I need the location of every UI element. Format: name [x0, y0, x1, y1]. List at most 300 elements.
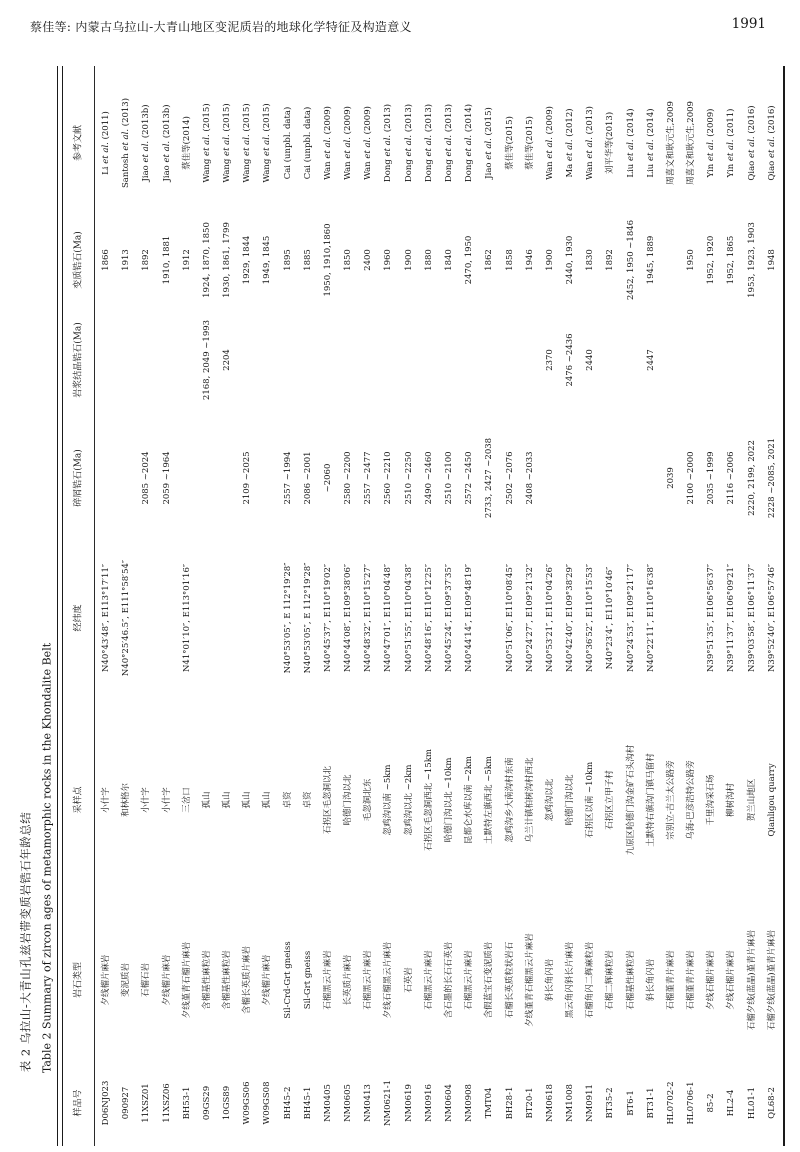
- cell-reference: [742, 66, 762, 220]
- cell-id: [116, 1060, 136, 1146]
- cell-metamorphic-text: 1946: [524, 249, 535, 271]
- cell-detrital: [681, 420, 701, 535]
- cell-location-text: 土默特右旗沟门镇马留村: [645, 753, 656, 847]
- cell-metamorphic-text: 1929, 1844: [242, 235, 253, 285]
- cell-metamorphic: [278, 220, 298, 300]
- cell-id-text: 090927: [121, 1086, 131, 1120]
- cell-location: [701, 700, 721, 900]
- cell-rock_type-text: 黑云角闪斜长片麻岩: [564, 941, 575, 1019]
- column-header-metamorphic-label: 变质锆石(Ma): [73, 231, 83, 289]
- cell-reference: [580, 66, 600, 220]
- cell-location: [499, 700, 519, 900]
- cell-location-text: 柳树沟村: [726, 782, 737, 818]
- cell-rock_type-text: 变泥质岩: [121, 962, 131, 998]
- cell-coordinates: [620, 535, 640, 700]
- cell-reference: [701, 66, 721, 220]
- cell-rock_type: [298, 900, 318, 1060]
- cell-metamorphic-text: 1950, 1910,1860: [322, 223, 333, 297]
- cell-reference-text: Liu et al. (2014): [625, 108, 636, 178]
- cell-coordinates: [560, 535, 580, 700]
- cell-location-text: 忽鸡沟以南 ~5km: [383, 764, 394, 836]
- cell-location: [540, 700, 560, 900]
- cell-detrital: [439, 420, 459, 535]
- column-header-magmatic-label: 岩浆结晶锆石(Ma): [73, 322, 83, 398]
- cell-magmatic: [157, 300, 177, 420]
- cell-reference-text: Dong et al. (2013): [423, 103, 434, 183]
- sample-strip-NM0621-1: [378, 66, 398, 1146]
- cell-reference: [136, 66, 156, 220]
- cell-coordinates: [419, 535, 439, 700]
- column-header-reference-label: 参考文献: [73, 124, 83, 162]
- cell-id: [701, 1060, 721, 1146]
- cell-rock_type: [580, 900, 600, 1060]
- sample-strip-09GS29: [197, 66, 217, 1146]
- cell-location: [479, 700, 499, 900]
- cell-magmatic: [560, 300, 580, 420]
- sample-strip-NM0618: [540, 66, 560, 1146]
- cell-id-text: HL0702-2: [665, 1081, 676, 1125]
- cell-rock_type: [116, 900, 136, 1060]
- cell-detrital: [701, 420, 721, 535]
- cell-reference-text: 蔡佳等(2015): [524, 116, 535, 170]
- cell-location: [197, 700, 217, 900]
- cell-id-text: BH45-2: [282, 1086, 293, 1120]
- sample-strip-NM0619: [399, 66, 419, 1146]
- cell-coordinates-text: N40°23′4″, E110°10′46″: [605, 566, 616, 669]
- cell-rock_type: [419, 900, 439, 1060]
- cell-magmatic-text: 2476 ~2436: [564, 333, 575, 387]
- cell-reference-text: Yin et al. (2009): [705, 108, 716, 178]
- cell-reference-text: Dong et al. (2013): [443, 103, 454, 183]
- cell-coordinates-text: N39°03′58″, E106°11′37″: [746, 563, 757, 672]
- cell-rock_type-text: 石榴黑云片麻岩: [322, 950, 333, 1010]
- cell-reference: [540, 66, 560, 220]
- cell-reference: [96, 66, 116, 220]
- cell-detrital: [580, 420, 600, 535]
- cell-reference-text: 蔡佳等(2014): [181, 116, 192, 170]
- cell-rock_type: [157, 900, 177, 1060]
- sample-strip-11XSZ06: [157, 66, 177, 1146]
- cell-location: [742, 700, 762, 900]
- cell-detrital: [96, 420, 116, 535]
- cell-location: [721, 700, 741, 900]
- cell-rock_type-text: 斜长角闪岩: [544, 958, 555, 1002]
- cell-detrital: [177, 420, 197, 535]
- cell-detrital: [257, 420, 277, 535]
- cell-id: [399, 1060, 419, 1146]
- cell-rock_type: [237, 900, 257, 1060]
- cell-location-text: 小什字: [100, 787, 111, 813]
- cell-location-text: 乌兰计镇柏树沟村西北: [524, 757, 535, 843]
- cell-metamorphic: [358, 220, 378, 300]
- cell-detrital: [499, 420, 519, 535]
- cell-coordinates: [358, 535, 378, 700]
- column-header-coordinates-label: 经纬度: [73, 603, 83, 632]
- cell-reference: [338, 66, 358, 220]
- cell-location: [358, 700, 378, 900]
- cell-reference: [378, 66, 398, 220]
- cell-detrital: [378, 420, 398, 535]
- cell-rock_type: [721, 900, 741, 1060]
- cell-reference-text: Wan et al. (2013): [584, 106, 595, 180]
- cell-location-text: 贺兰山地区: [746, 778, 757, 822]
- cell-location: [681, 700, 701, 900]
- cell-rock_type-text: 石榴堇青片麻岩: [685, 950, 696, 1010]
- cell-metamorphic: [217, 220, 237, 300]
- sample-strip-NM0604: [439, 66, 459, 1146]
- column-header-coordinates: [63, 535, 94, 700]
- cell-reference-text: Jiao et al. (2013b): [141, 104, 152, 182]
- cell-magmatic: [116, 300, 136, 420]
- cell-rock_type-text: 斜长角闪岩: [645, 958, 656, 1002]
- cell-id: [641, 1060, 661, 1146]
- cell-coordinates: [399, 535, 419, 700]
- cell-rock_type-text: Sil-Crd-Grt gneiss: [282, 941, 293, 1019]
- cell-rock_type: [701, 900, 721, 1060]
- cell-detrital-text: 2116 ~2006: [726, 450, 737, 505]
- cell-coordinates-text: N39°51′35″, E106°56′37″: [705, 563, 716, 672]
- cell-rock_type-text: 石榴黑云片麻岩: [363, 950, 374, 1010]
- cell-reference-text: 刘平华等(2013): [605, 111, 616, 175]
- cell-reference-text: Ma et al. (2012): [564, 108, 575, 178]
- cell-magmatic: [318, 300, 338, 420]
- table-top-rule-outer: [57, 66, 58, 1146]
- cell-id: [459, 1060, 479, 1146]
- cell-id-text: D06NJ023: [100, 1080, 111, 1126]
- cell-id-text: W09GS08: [262, 1081, 273, 1125]
- cell-detrital: [116, 420, 136, 535]
- cell-reference: [620, 66, 640, 220]
- cell-location: [338, 700, 358, 900]
- cell-detrital-text: 2572 ~2450: [463, 450, 474, 505]
- cell-detrital-text: 2502 ~2076: [504, 450, 515, 505]
- table-header-rule: [94, 66, 95, 1146]
- cell-location: [318, 700, 338, 900]
- cell-reference: [681, 66, 701, 220]
- cell-metamorphic-text: 1900: [544, 249, 555, 271]
- sample-strip-NM0916: [419, 66, 439, 1146]
- cell-reference-text: Yin et al. (2011): [726, 108, 737, 178]
- column-header-rock_type: [63, 900, 94, 1060]
- cell-id: [600, 1060, 620, 1146]
- cell-metamorphic: [641, 220, 661, 300]
- cell-metamorphic-text: 1885: [302, 249, 313, 271]
- cell-coordinates: [459, 535, 479, 700]
- cell-id-text: HL01-1: [746, 1086, 757, 1120]
- cell-id: [661, 1060, 681, 1146]
- cell-id-text: 09GS29: [201, 1085, 212, 1121]
- sample-strip-HL01-1: [742, 66, 762, 1146]
- cell-detrital-text: 2086 ~2001: [302, 450, 313, 505]
- cell-magmatic: [540, 300, 560, 420]
- cell-detrital: [520, 420, 540, 535]
- cell-id: [237, 1060, 257, 1146]
- cell-coordinates: [580, 535, 600, 700]
- table-caption-en-text: Table 2 Summary of zircon ages of metamorphic rocks in the Khondalite Belt: [40, 642, 54, 1074]
- cell-metamorphic-text: 1950: [685, 249, 696, 271]
- cell-rock_type-text: 含假蓝宝石变泥质岩: [484, 941, 495, 1019]
- cell-metamorphic: [96, 220, 116, 300]
- cell-coordinates-text: N40°47′01″, E110°04′48″: [383, 563, 394, 672]
- cell-rock_type: [358, 900, 378, 1060]
- cell-magmatic: [600, 300, 620, 420]
- cell-location: [560, 700, 580, 900]
- cell-metamorphic: [721, 220, 741, 300]
- cell-coordinates: [499, 535, 519, 700]
- cell-reference: [439, 66, 459, 220]
- cell-location: [136, 700, 156, 900]
- cell-location-text: 卓资: [302, 791, 313, 809]
- cell-id-text: QL68-2: [766, 1087, 777, 1119]
- cell-rock_type: [661, 900, 681, 1060]
- cell-coordinates: [136, 535, 156, 700]
- cell-id: [580, 1060, 600, 1146]
- cell-magmatic: [257, 300, 277, 420]
- cell-id: [177, 1060, 197, 1146]
- sample-strip-D06NJ023: [96, 66, 116, 1146]
- cell-reference: [641, 66, 661, 220]
- cell-rock_type: [499, 900, 519, 1060]
- cell-detrital-text: 2560 ~2210: [383, 450, 394, 505]
- cell-location-text: 孤山: [221, 791, 232, 809]
- cell-id: [136, 1060, 156, 1146]
- cell-location: [399, 700, 419, 900]
- cell-location-text: 毛忽洞北东: [363, 778, 374, 822]
- cell-metamorphic-text: 1953, 1923, 1903: [746, 222, 757, 298]
- cell-location: [459, 700, 479, 900]
- cell-metamorphic: [459, 220, 479, 300]
- cell-coordinates: [278, 535, 298, 700]
- cell-location: [580, 700, 600, 900]
- cell-id: [681, 1060, 701, 1146]
- cell-magmatic: [177, 300, 197, 420]
- cell-rock_type-text: 石榴石岩: [141, 962, 152, 998]
- cell-reference-text: Wang et al. (2015): [262, 103, 273, 183]
- cell-magmatic: [762, 300, 782, 420]
- cell-metamorphic: [681, 220, 701, 300]
- cell-location-text: 和林格尔: [121, 782, 131, 818]
- cell-rock_type: [641, 900, 661, 1060]
- cell-detrital-text: 2510 ~2100: [443, 450, 454, 505]
- cell-reference-text: Wan et al. (2009): [363, 106, 374, 180]
- cell-detrital-text: 2557 ~2477: [363, 450, 374, 505]
- cell-detrital: [298, 420, 318, 535]
- sample-strip-BT6-1: [620, 66, 640, 1146]
- cell-location: [378, 700, 398, 900]
- cell-rock_type: [439, 900, 459, 1060]
- cell-location-text: 孤山: [262, 791, 273, 809]
- cell-id: [197, 1060, 217, 1146]
- sample-strip-NM0605: [338, 66, 358, 1146]
- cell-rock_type-text: 石榴黑云片麻岩: [423, 950, 434, 1010]
- cell-id-text: BH28-1: [504, 1086, 515, 1120]
- cell-reference: [762, 66, 782, 220]
- cell-rock_type-text: 石榴黑云片麻岩: [463, 950, 474, 1010]
- cell-id: [520, 1060, 540, 1146]
- cell-location: [419, 700, 439, 900]
- cell-reference-text: 蔡佳等(2015): [504, 116, 515, 170]
- cell-detrital: [479, 420, 499, 535]
- cell-metamorphic-text: 1948: [766, 249, 777, 271]
- cell-magmatic-text: 2370: [544, 349, 555, 371]
- cell-coordinates: [257, 535, 277, 700]
- cell-id: [439, 1060, 459, 1146]
- cell-detrital-text: 2059 ~1964: [161, 450, 172, 505]
- cell-detrital-text: 2085 ~2024: [141, 450, 152, 505]
- cell-coordinates-text: N40°53′05″, E 112°19′28″: [302, 562, 313, 673]
- cell-coordinates-text: N39°52′40″, E106°57′46″: [766, 563, 777, 672]
- cell-reference: [600, 66, 620, 220]
- cell-location-text: 昆都仑水库以南 ~2km: [463, 756, 474, 844]
- cell-location-text: 忽鸡沟以北 ~2km: [403, 764, 414, 836]
- cell-coordinates-text: N40°22′11″, E110°16′38″: [645, 563, 656, 672]
- cell-reference-text: Dong et al. (2013): [383, 103, 394, 183]
- cell-coordinates-text: N40°24′53″, E109°21′17″: [625, 563, 636, 672]
- cell-magmatic: [217, 300, 237, 420]
- cell-magmatic: [197, 300, 217, 420]
- cell-reference-text: Li et al. (2011): [100, 111, 111, 175]
- cell-metamorphic-text: 1949, 1845: [262, 235, 273, 285]
- cell-metamorphic: [399, 220, 419, 300]
- cell-rock_type-text: 长英质片麻岩: [342, 954, 353, 1006]
- cell-reference: [197, 66, 217, 220]
- cell-rock_type-text: 含榴长英质片麻岩: [242, 945, 253, 1015]
- cell-location: [278, 700, 298, 900]
- sample-strip-090927: [116, 66, 136, 1146]
- cell-location-text: 哈德门沟以北: [342, 774, 353, 826]
- cell-location-text: 孤山: [201, 791, 212, 809]
- cell-reference: [479, 66, 499, 220]
- cell-magmatic-text: 2440: [584, 349, 595, 371]
- cell-coordinates: [520, 535, 540, 700]
- cell-detrital: [157, 420, 177, 535]
- cell-id-text: NM1008: [564, 1084, 575, 1122]
- cell-reference-text: 周喜文和耿元生,2009: [685, 101, 696, 185]
- cell-rock_type: [318, 900, 338, 1060]
- cell-location: [96, 700, 116, 900]
- cell-metamorphic-text: 1858: [504, 249, 515, 271]
- cell-magmatic: [358, 300, 378, 420]
- cell-location: [762, 700, 782, 900]
- cell-detrital: [560, 420, 580, 535]
- cell-magmatic: [721, 300, 741, 420]
- cell-coordinates: [378, 535, 398, 700]
- sample-strip-85-2: [701, 66, 721, 1146]
- cell-reference: [499, 66, 519, 220]
- sample-strip-NM0413: [358, 66, 378, 1146]
- cell-reference: [661, 66, 681, 220]
- cell-metamorphic: [197, 220, 217, 300]
- cell-id-text: 10GS89: [221, 1085, 232, 1121]
- sample-strip-QL68-2: [762, 66, 782, 1146]
- cell-location: [439, 700, 459, 900]
- cell-detrital-text: 2039: [665, 466, 676, 489]
- cell-metamorphic: [177, 220, 197, 300]
- cell-detrital: [237, 420, 257, 535]
- cell-rock_type: [600, 900, 620, 1060]
- cell-metamorphic: [620, 220, 640, 300]
- cell-rock_type-text: 夕线石榴黑云片麻岩: [383, 941, 394, 1019]
- cell-id: [762, 1060, 782, 1146]
- column-header-location-label: 采样点: [73, 786, 83, 814]
- cell-reference-text: Wang et al. (2015): [221, 103, 232, 183]
- cell-reference: [278, 66, 298, 220]
- column-header-location: [63, 700, 94, 900]
- cell-reference: [217, 66, 237, 220]
- cell-coordinates-text: N40°36′52″, E110°15′53″: [584, 563, 595, 672]
- cell-id-text: W09GS06: [242, 1081, 253, 1125]
- cell-coordinates: [701, 535, 721, 700]
- cell-metamorphic-text: 1912: [181, 249, 192, 271]
- cell-metamorphic: [237, 220, 257, 300]
- cell-reference: [237, 66, 257, 220]
- cell-coordinates: [540, 535, 560, 700]
- cell-location: [177, 700, 197, 900]
- cell-coordinates-text: N41°01′10″, E113°01′16″: [181, 563, 192, 672]
- cell-rock_type-text: 夕线榴片麻岩: [262, 954, 273, 1006]
- cell-magmatic: [439, 300, 459, 420]
- cell-coordinates: [96, 535, 116, 700]
- cell-coordinates: [439, 535, 459, 700]
- cell-reference: [257, 66, 277, 220]
- cell-rock_type-text: 石榴二辉麻粒岩: [605, 950, 616, 1010]
- cell-metamorphic-text: 1924, 1870, 1850: [201, 222, 212, 298]
- cell-id-text: BH45-1: [302, 1086, 313, 1120]
- cell-metamorphic-text: 1840: [443, 249, 454, 271]
- cell-coordinates: [298, 535, 318, 700]
- cell-id-text: HL0706-1: [685, 1081, 696, 1125]
- cell-coordinates-text: N40°44′08″, E109°38′06″: [342, 563, 353, 672]
- cell-id-text: BT35-2: [605, 1087, 616, 1119]
- cell-id-text: NM0911: [584, 1084, 595, 1122]
- cell-magmatic: [620, 300, 640, 420]
- sample-strip-BT31-1: [641, 66, 661, 1146]
- cell-location-text: 千里沟采石场: [705, 774, 716, 826]
- cell-rock_type: [459, 900, 479, 1060]
- cell-coordinates-text: N40°53′21″, E110°04′26″: [544, 563, 555, 672]
- cell-reference-text: Wang et al. (2015): [201, 103, 212, 183]
- cell-rock_type-text: 石榴角闪二辉麻粒岩: [584, 941, 595, 1019]
- cell-magmatic: [278, 300, 298, 420]
- cell-metamorphic-text: 1913: [121, 249, 131, 271]
- cell-coordinates-text: N40°44′14″, E109°48′19″: [463, 563, 474, 672]
- column-header-metamorphic: [63, 220, 94, 300]
- cell-reference: [157, 66, 177, 220]
- sample-strip-TMT04: [479, 66, 499, 1146]
- cell-reference: [318, 66, 338, 220]
- cell-rock_type-text: 夕线榴片麻岩: [100, 954, 111, 1006]
- cell-detrital: [721, 420, 741, 535]
- cell-coordinates: [237, 535, 257, 700]
- cell-rock_type: [399, 900, 419, 1060]
- cell-metamorphic: [257, 220, 277, 300]
- cell-magmatic: [520, 300, 540, 420]
- cell-metamorphic: [136, 220, 156, 300]
- cell-magmatic-text: 2447: [645, 349, 656, 371]
- table-caption-zh-text: 表 2 乌拉山-大青山孔兹岩带变质岩锆石年龄总结: [18, 811, 33, 1073]
- cell-rock_type-text: 含榴基性麻粒岩: [201, 950, 212, 1010]
- cell-id: [479, 1060, 499, 1146]
- cell-metamorphic-text: 2470, 1950: [463, 235, 474, 285]
- cell-id: [96, 1060, 116, 1146]
- cell-detrital-text: 2228 ~2085, 2021: [766, 437, 777, 518]
- column-header-id-label: 样品号: [73, 1089, 83, 1117]
- cell-metamorphic: [338, 220, 358, 300]
- cell-coordinates-text: N40°43′48″, E113°17′11″: [100, 563, 111, 672]
- cell-coordinates-text: N40°42′40″, E109°38′29″: [564, 563, 575, 672]
- cell-detrital: [762, 420, 782, 535]
- sample-strip-10GS89: [217, 66, 237, 1146]
